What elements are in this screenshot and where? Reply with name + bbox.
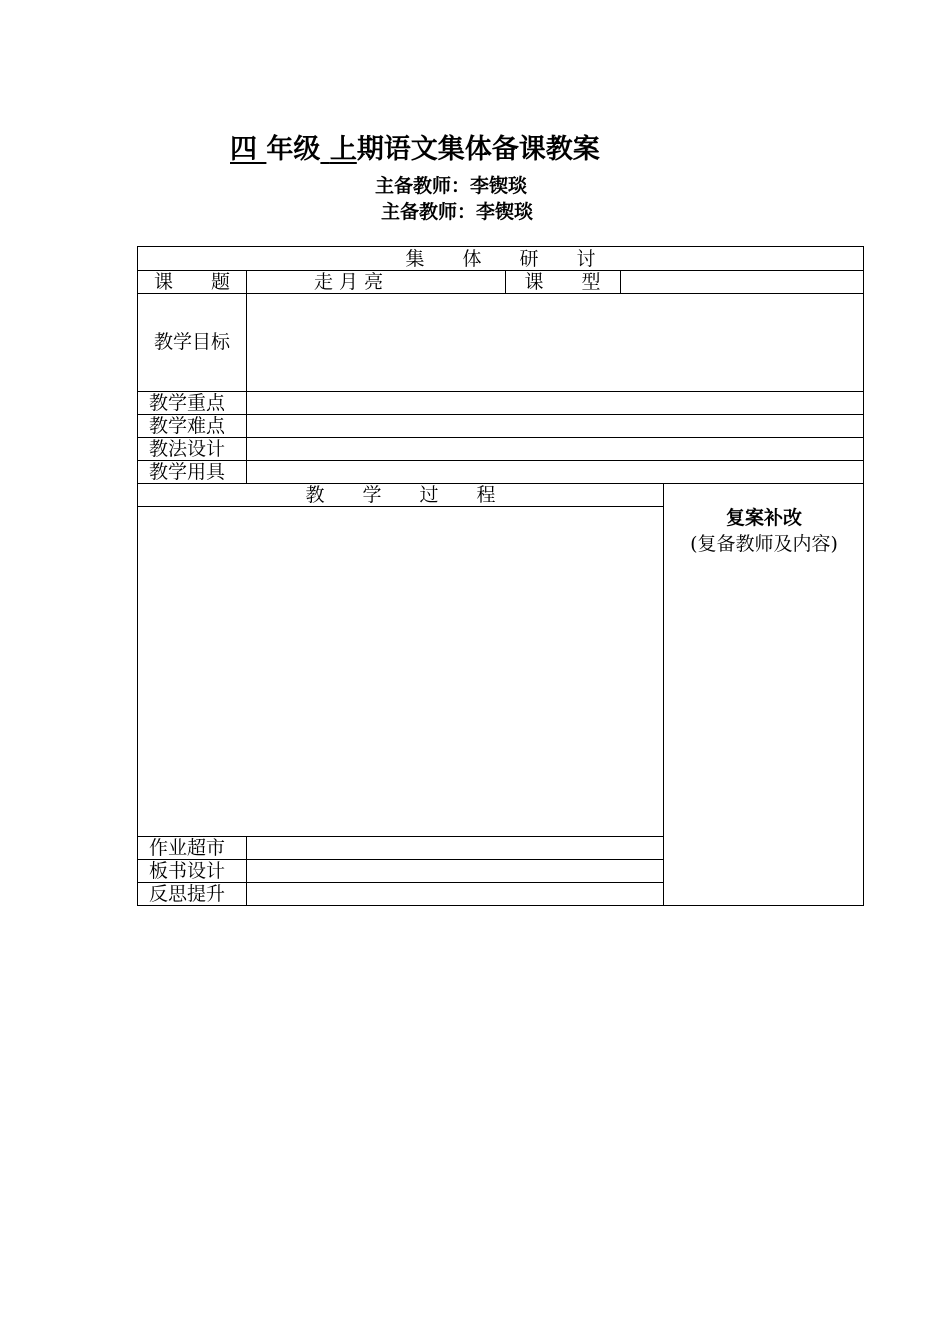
method-label: 教法设计 [149, 438, 226, 460]
reflection-label: 反思提升 [149, 883, 226, 905]
key-label: 教学重点 [149, 392, 226, 414]
row-divider [138, 506, 663, 507]
lesson-label: 课 题 [153, 271, 230, 293]
column-divider [246, 270, 247, 483]
board-label: 板书设计 [149, 860, 226, 882]
teacher-line-1: 主备教师：李锲琰 [375, 175, 528, 197]
type-label: 课 型 [524, 271, 601, 293]
revise-title: 复案补改 [725, 507, 802, 529]
difficulty-label: 教学难点 [149, 415, 226, 437]
revise-subtitle: (复备教师及内容) [690, 533, 838, 555]
title-rest: 期语文集体备课教案 [356, 134, 600, 165]
homework-label: 作业超市 [149, 837, 226, 859]
term-field: 上 [329, 134, 357, 165]
process-label: 教 学 过 程 [305, 484, 496, 506]
teacher-line-2: 主备教师：李锲琰 [381, 201, 534, 223]
tools-label: 教学用具 [149, 461, 226, 483]
lesson-value: 走 月 亮 [314, 271, 384, 293]
grade-field: 四 [230, 134, 257, 165]
column-divider [620, 270, 621, 293]
page-title [230, 132, 830, 168]
lesson-plan-table [137, 246, 864, 906]
section-discussion: 集 体 研 讨 [405, 248, 596, 270]
column-divider [246, 836, 247, 905]
revise-cell [664, 505, 864, 557]
grade-label: 年级 [266, 134, 321, 165]
goal-label: 教学目标 [153, 331, 230, 353]
